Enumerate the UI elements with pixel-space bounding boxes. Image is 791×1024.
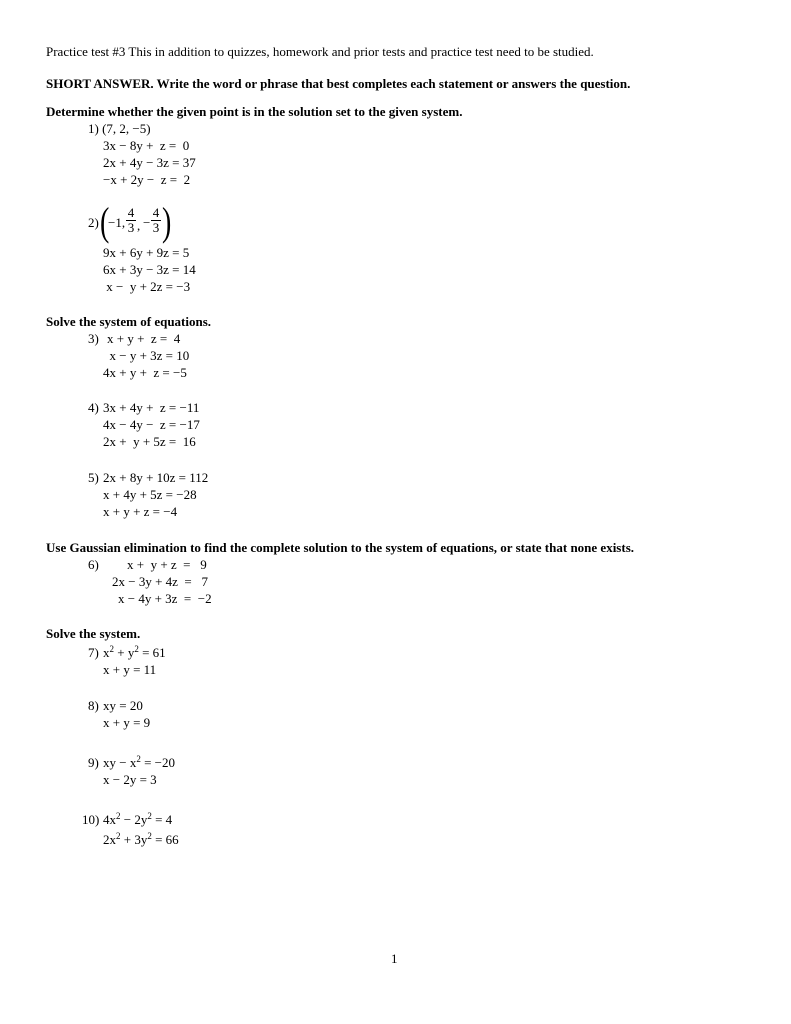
- problem-8-eq-1: xy = 20: [103, 698, 143, 713]
- section-heading-determine: Determine whether the given point is in the solution set to the given system.: [46, 104, 463, 119]
- problem-3-label: 3): [88, 331, 99, 346]
- page-number: 1: [391, 951, 398, 966]
- problem-7-label: 7): [88, 645, 99, 660]
- problem-4-label: 4): [88, 400, 99, 415]
- problem-3-eq-1: x + y + z = 4: [107, 331, 181, 346]
- problem-10-eq-2: $2x^2 + 3y^2 = 66$: [103, 831, 179, 847]
- problem-2-eq-3: x − y + 2z = −3: [103, 279, 191, 294]
- intro-text: Practice test #3 This in addition to quizzes, homework and prior tests and practice test need to be studied.: [46, 44, 594, 59]
- fraction-2-num: 4: [152, 205, 160, 220]
- short-answer-heading: SHORT ANSWER. Write the word or phrase that best completes each statement or answers the question.: [46, 76, 631, 91]
- problem-5-label: 5): [88, 470, 99, 485]
- fraction-2: [151, 206, 161, 235]
- problem-10-eq-1: $4x^2 - 2y^2 = 4$: [103, 811, 173, 827]
- problem-8-eq-2: x + y = 9: [103, 715, 151, 730]
- problem-6-eq-2: 2x − 3y + 4z = 7: [112, 574, 209, 589]
- problem-7-eq-2: x + y = 11: [103, 662, 157, 677]
- problem-9-eq-1: xy − $x^2 = -20$: [103, 754, 176, 770]
- point-first: −1,: [108, 215, 126, 230]
- section-heading-solve-system: Solve the system.: [46, 626, 141, 641]
- problem-9-eq-2: x − 2y = 3: [103, 772, 157, 787]
- problem-1-eq-1: 3x − 8y + z = 0: [103, 138, 190, 153]
- problem-5-eq-1: 2x + 8y + 10z = 112: [103, 470, 209, 485]
- problem-2-eq-2: 6x + 3y − 3z = 14: [103, 262, 196, 277]
- fraction-1-num: 4: [127, 205, 135, 220]
- fraction-1: [126, 206, 136, 235]
- problem-5-eq-2: x + 4y + 5z = −28: [103, 487, 197, 502]
- problem-5-eq-3: x + y + z = −4: [103, 504, 178, 519]
- problem-8-label: 8): [88, 698, 99, 713]
- problem-10-label: 10): [82, 812, 100, 827]
- problem-2-eq-1: 9x + 6y + 9z = 5: [103, 245, 190, 260]
- problem-7-eq-1: $x^2 + y^2 = 61$: [103, 644, 166, 660]
- problem-3-eq-2: x − y + 3z = 10: [103, 348, 190, 363]
- problem-1-eq-3: −x + 2y − z = 2: [103, 172, 191, 187]
- point-comma: ,: [137, 218, 141, 233]
- problem-4-eq-2: 4x − 4y − z = −17: [103, 417, 200, 432]
- section-heading-gaussian: Use Gaussian elimination to find the complete solution to the system of equations, or state that none exists.: [46, 540, 635, 555]
- fraction-1-den: 3: [127, 220, 135, 235]
- problem-1-label: 1) (7, 2, −5): [88, 121, 151, 136]
- problem-4-eq-1: 3x + 4y + z = −11: [103, 400, 200, 415]
- problem-4-eq-3: 2x + y + 5z = 16: [103, 434, 196, 449]
- fraction-2-den: 3: [152, 220, 160, 235]
- section-heading-solve-equations: Solve the system of equations.: [46, 314, 212, 329]
- left-paren: (: [100, 199, 110, 244]
- point-minus: −: [143, 215, 151, 230]
- problem-6-label: 6): [88, 557, 99, 572]
- problem-6-eq-3: x − 4y + 3z = −2: [118, 591, 212, 606]
- problem-9-label: 9): [88, 755, 99, 770]
- problem-6-eq-1: x + y + z = 9: [127, 557, 207, 572]
- problem-3-eq-3: 4x + y + z = −5: [103, 365, 187, 380]
- problem-2-label: 2): [88, 215, 99, 230]
- problem-1-eq-2: 2x + 4y − 3z = 37: [103, 155, 196, 170]
- right-paren: ): [162, 199, 172, 244]
